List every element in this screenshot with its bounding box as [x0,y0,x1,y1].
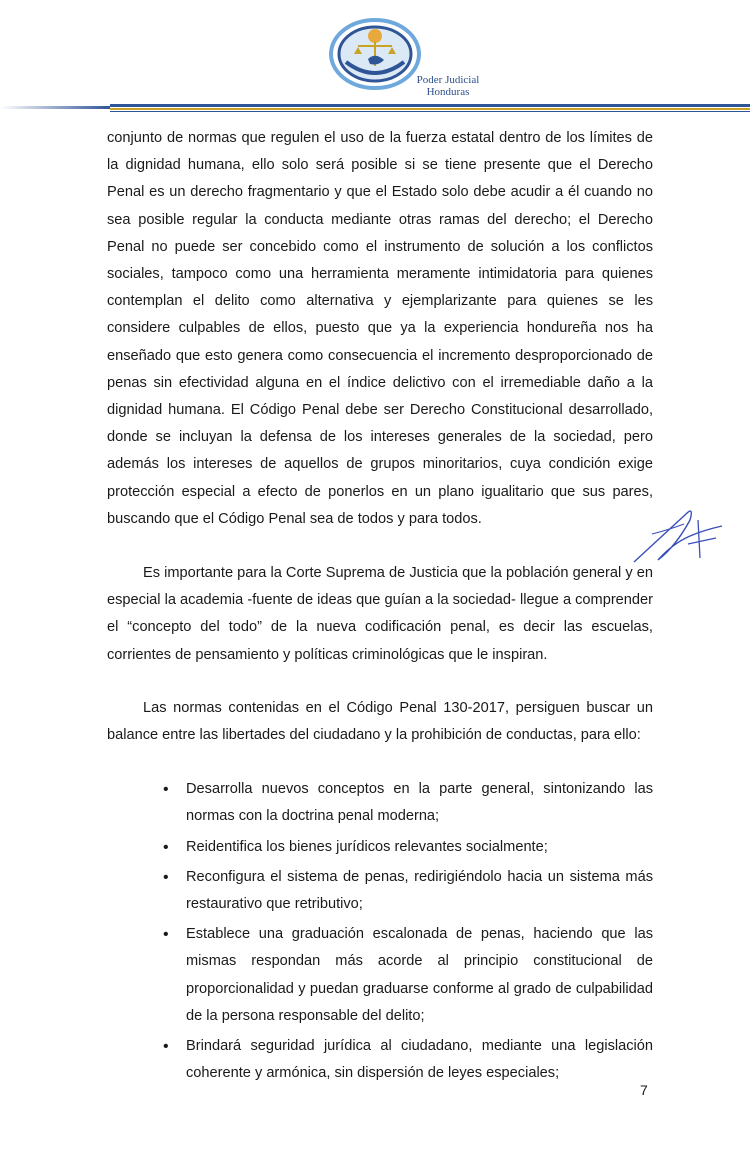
header-rule-blue [110,104,750,107]
organization-name-line2: Honduras [426,86,470,98]
organization-name-line1: Poder Judicial [416,74,480,86]
handwritten-signature [628,500,728,575]
page-header [0,0,750,120]
list-item: • Reidentifica los bienes jurídicos relevantes socialmente; [107,834,653,861]
list-item: • Establece una graduación escalonada de penas, haciendo que las mismas respondan más acorde al principio constitucional de proporcionalidad y puedan graduarse conforme al grado de culpabilidad de la persona responsable del delito; [107,921,653,1030]
paragraph-continuation: conjunto de normas que regulen el uso de la fuerza estatal dentro de los límites de la dignidad humana, ello solo será posible si se tiene presente que el Derecho Penal es un derecho fragmentario y que el Estado solo debe acudir a él cuando no sea posible regular la conducta mediante otras ramas del derecho; el Derecho Penal no puede ser concebido como el instrumento de solución a los conflictos sociales, tampoco como una herramienta meramente intimidatoria para quienes contemplan el delito como alternativa y ejemplarizante para quienes se les considere culpables de ellos, puesto que ya la experiencia hondureña nos ha enseñado que esto genera como consecuencia el incremento desproporcionado de penas sin efectividad alguna en el índice delictivo con el irremediable daño a la dignidad humana. El Código Penal debe ser Derecho Constitucional desarrollado, donde se incluyan la defensa de los intereses generales de la sociedad, pero además los intereses de aquellos de grupos minoritarios, cuya condición exige protección especial a efecto de ponerlos en un plano igualitario que sus pares, buscando que el Código Penal sea de todos y para todos. [107,130,653,527]
document-body [107,125,653,1091]
list-item: • Reconfigura el sistema de penas, redirigiéndolo hacia un sistema más restaurativo que retributivo; [107,864,653,918]
list-item: • Brindará seguridad jurídica al ciudadano, mediante una legislación coherente y armónica, sin dispersión de leyes especiales; [107,1033,653,1087]
list-item: • Desarrolla nuevos conceptos en la parte general, sintonizando las normas con la doctrina penal moderna; [107,776,653,830]
paragraph-normas: Las normas contenidas en el Código Penal 130-2017, persiguen buscar un balance entre las libertades del ciudadano y la prohibición de conductas, para ello: [107,699,653,744]
organization-name [408,74,488,98]
page-number: 7 [640,1082,648,1098]
paragraph-corte-suprema: Es importante para la Corte Suprema de Justicia que la población general y en especial la academia -fuente de ideas que guían a la sociedad- llegue a comprender el “concepto del todo” de la nueva codificación penal, es decir las escuelas, corrientes de pensamiento y políticas criminológicas que le inspiran. [107,565,654,663]
header-rule-gold [110,108,750,110]
bullet-list [107,776,653,1087]
header-rule-thin [110,111,750,112]
header-rule-fade [0,106,110,109]
